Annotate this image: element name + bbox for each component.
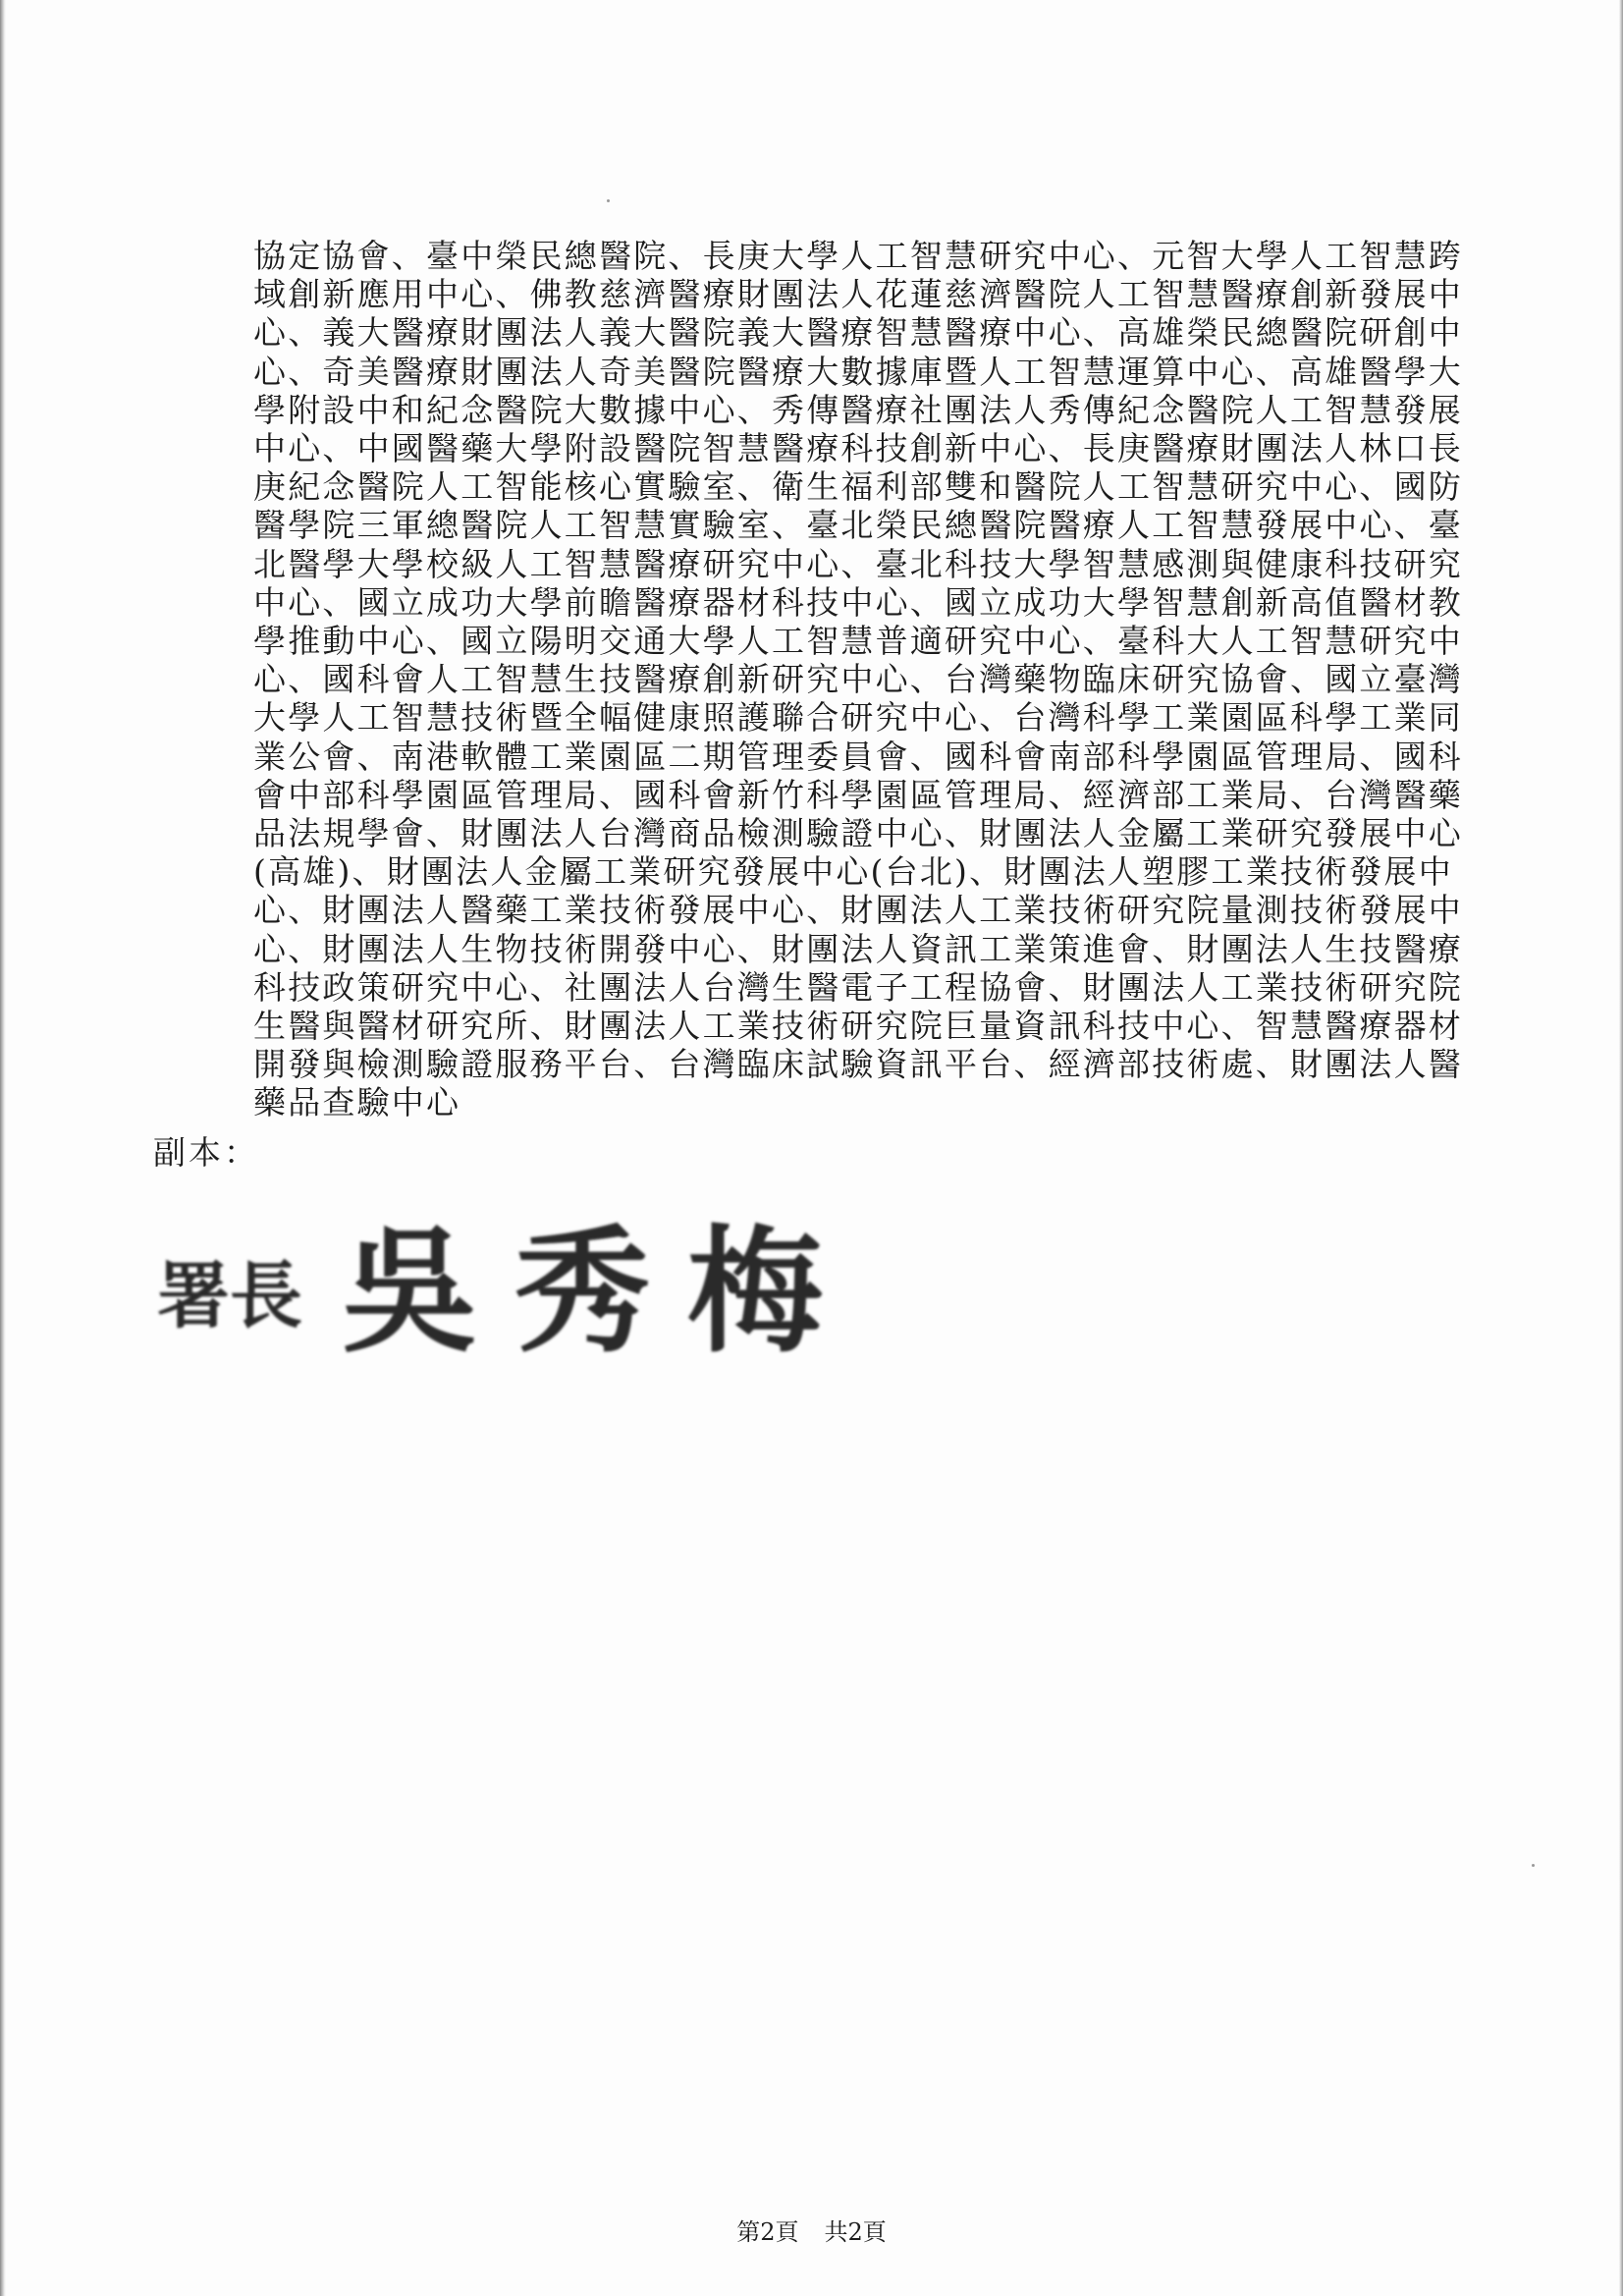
- recipient-line: 域創新應用中心、佛教慈濟醫療財團法人花蓮慈濟醫院人工智慧醫療創新發展中: [253, 275, 1463, 314]
- recipient-list: [253, 237, 1463, 1122]
- recipient-line: 庚紀念醫院人工智能核心實驗室、衛生福利部雙和醫院人工智慧研究中心、國防: [253, 467, 1463, 507]
- recipient-line: 心、奇美醫療財團法人奇美醫院醫療大數據庫暨人工智慧運算中心、高雄醫學大: [253, 352, 1463, 391]
- recipient-line: 開發與檢測驗證服務平台、台灣臨床試驗資訊平台、經濟部技術處、財團法人醫: [253, 1045, 1463, 1084]
- recipient-line: 會中部科學園區管理局、國科會新竹科學園區管理局、經濟部工業局、台灣醫藥: [253, 775, 1463, 814]
- signature-title: 署長: [157, 1254, 302, 1339]
- recipient-line: 學附設中和紀念醫院大數據中心、秀傳醫療社團法人秀傳紀念醫院人工智慧發展: [253, 390, 1463, 429]
- recipient-line: 中心、國立成功大學前瞻醫療器材科技中心、國立成功大學智慧創新高值醫材教: [253, 582, 1463, 622]
- recipient-line: 業公會、南港軟體工業園區二期管理委員會、國科會南部科學園區管理局、國科: [253, 737, 1463, 776]
- recipient-line: 心、國科會人工智慧生技醫療創新研究中心、台灣藥物臨床研究協會、國立臺灣: [253, 660, 1463, 699]
- scan-edge-left: [0, 0, 6, 2296]
- recipient-line: 中心、中國醫藥大學附設醫院智慧醫療科技創新中心、長庚醫療財團法人林口長: [253, 429, 1463, 468]
- recipient-line: 生醫與醫材研究所、財團法人工業技術研究院巨量資訊科技中心、智慧醫療器材: [253, 1007, 1463, 1046]
- recipient-line: 醫學院三軍總醫院人工智慧實驗室、臺北榮民總醫院醫療人工智慧發展中心、臺: [253, 506, 1463, 545]
- recipient-line: 品法規學會、財團法人台灣商品檢測驗證中心、財團法人金屬工業研究發展中心: [253, 814, 1463, 853]
- recipient-line: 藥品查驗中心: [253, 1083, 461, 1122]
- scan-speck: [607, 199, 610, 202]
- recipient-line: 心、財團法人醫藥工業技術發展中心、財團法人工業技術研究院量測技術發展中: [253, 891, 1463, 930]
- recipient-line: 北醫學大學校級人工智慧醫療研究中心、臺北科技大學智慧感測與健康科技研究: [253, 544, 1463, 583]
- recipient-line: 學推動中心、國立陽明交通大學人工智慧普適研究中心、臺科大人工智慧研究中: [253, 622, 1463, 661]
- recipient-line: 科技政策研究中心、社團法人台灣生醫電子工程協會、財團法人工業技術研究院: [253, 967, 1463, 1007]
- page-number-total: 共2頁: [824, 2218, 887, 2246]
- signature-seal: [155, 1203, 862, 1365]
- recipient-line: 心、財團法人生物技術開發中心、財團法人資訊工業策進會、財團法人生技醫療: [253, 929, 1463, 968]
- signature-name: 吳秀梅: [342, 1211, 861, 1365]
- recipient-line: 心、義大醫療財團法人義大醫院義大醫療智慧醫療中心、高雄榮民總醫院研創中: [253, 313, 1463, 353]
- page-footer: [0, 2217, 1623, 2247]
- cc-label: 副本：: [153, 1133, 259, 1172]
- recipient-line: 大學人工智慧技術暨全幅健康照護聯合研究中心、台灣科學工業園區科學工業同: [253, 698, 1463, 738]
- page-number-current: 第2頁: [736, 2218, 799, 2246]
- recipient-line: (高雄)、財團法人金屬工業研究發展中心(台北)、財團法人塑膠工業技術發展中: [253, 852, 1453, 892]
- scan-edge-right: [1619, 0, 1623, 2296]
- scan-speck: [1532, 1864, 1535, 1867]
- recipient-line: 協定協會、臺中榮民總醫院、長庚大學人工智慧研究中心、元智大學人工智慧跨: [253, 237, 1463, 275]
